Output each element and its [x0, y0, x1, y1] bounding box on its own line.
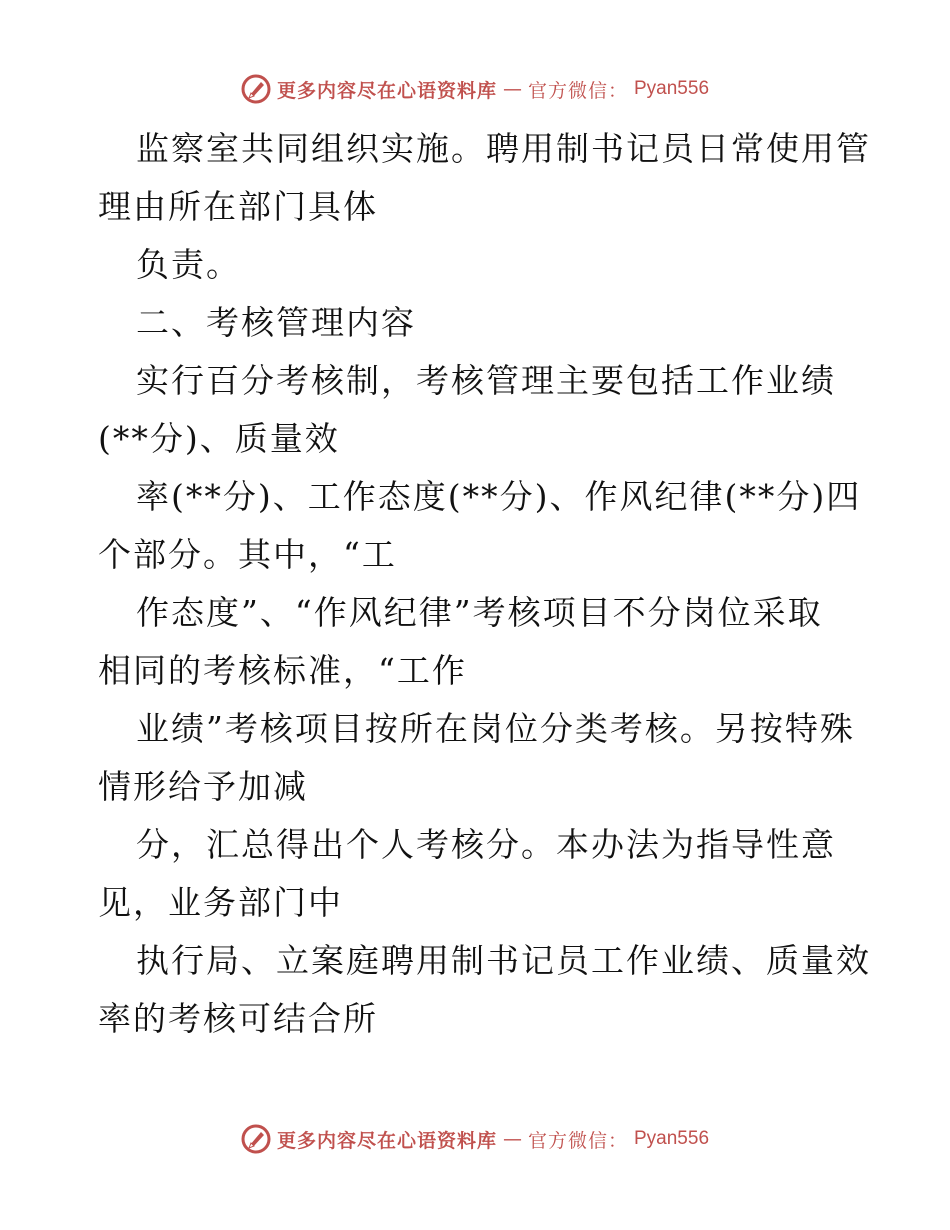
text-line: 率的考核可结合所 — [98, 999, 378, 1038]
watermark-wechat-id: Pyan556 — [634, 1128, 710, 1149]
watermark-wechat-label: 官方微信： — [527, 79, 628, 102]
watermark-main-text: 更多内容尽在心语资料库 — [276, 79, 497, 102]
text-line: 负责。 — [136, 245, 241, 284]
text-line: 见，业务部门中 — [98, 883, 343, 922]
text-line: 监察室共同组织实施。聘用制书记员日常使用管 — [136, 129, 871, 168]
watermark-main-text: 更多内容尽在心语资料库 — [276, 1129, 497, 1152]
text-line: 理由所在部门具体 — [98, 187, 378, 226]
header-watermark — [0, 74, 950, 104]
pen-logo-icon — [241, 1124, 271, 1154]
section-heading: 二、考核管理内容 — [136, 303, 416, 342]
text-line: 实行百分考核制，考核管理主要包括工作业绩 — [136, 361, 836, 400]
text-line: 执行局、立案庭聘用制书记员工作业绩、质量效 — [136, 941, 871, 980]
text-line: 分，汇总得出个人考核分。本办法为指导性意 — [136, 825, 836, 864]
document-body — [98, 120, 871, 1048]
text-line: 作态度”、“作风纪律”考核项目不分岗位采取 — [136, 593, 823, 632]
text-line: 情形给予加减 — [98, 767, 308, 806]
pen-logo-icon — [241, 74, 271, 104]
footer-watermark — [0, 1124, 950, 1154]
text-line: 率(**分)、工作态度(**分)、作风纪律(**分)四 — [136, 477, 862, 516]
watermark-dash: — — [502, 78, 522, 100]
text-line: 业绩”考核项目按所在岗位分类考核。另按特殊 — [136, 709, 855, 748]
text-line: (**分)、质量效 — [98, 419, 340, 458]
watermark-dash: — — [502, 1128, 522, 1150]
watermark-wechat-label: 官方微信： — [527, 1129, 628, 1152]
watermark-wechat-id: Pyan556 — [634, 78, 710, 99]
text-line: 个部分。其中，“工 — [98, 535, 397, 574]
text-line: 相同的考核标准，“工作 — [98, 651, 467, 690]
